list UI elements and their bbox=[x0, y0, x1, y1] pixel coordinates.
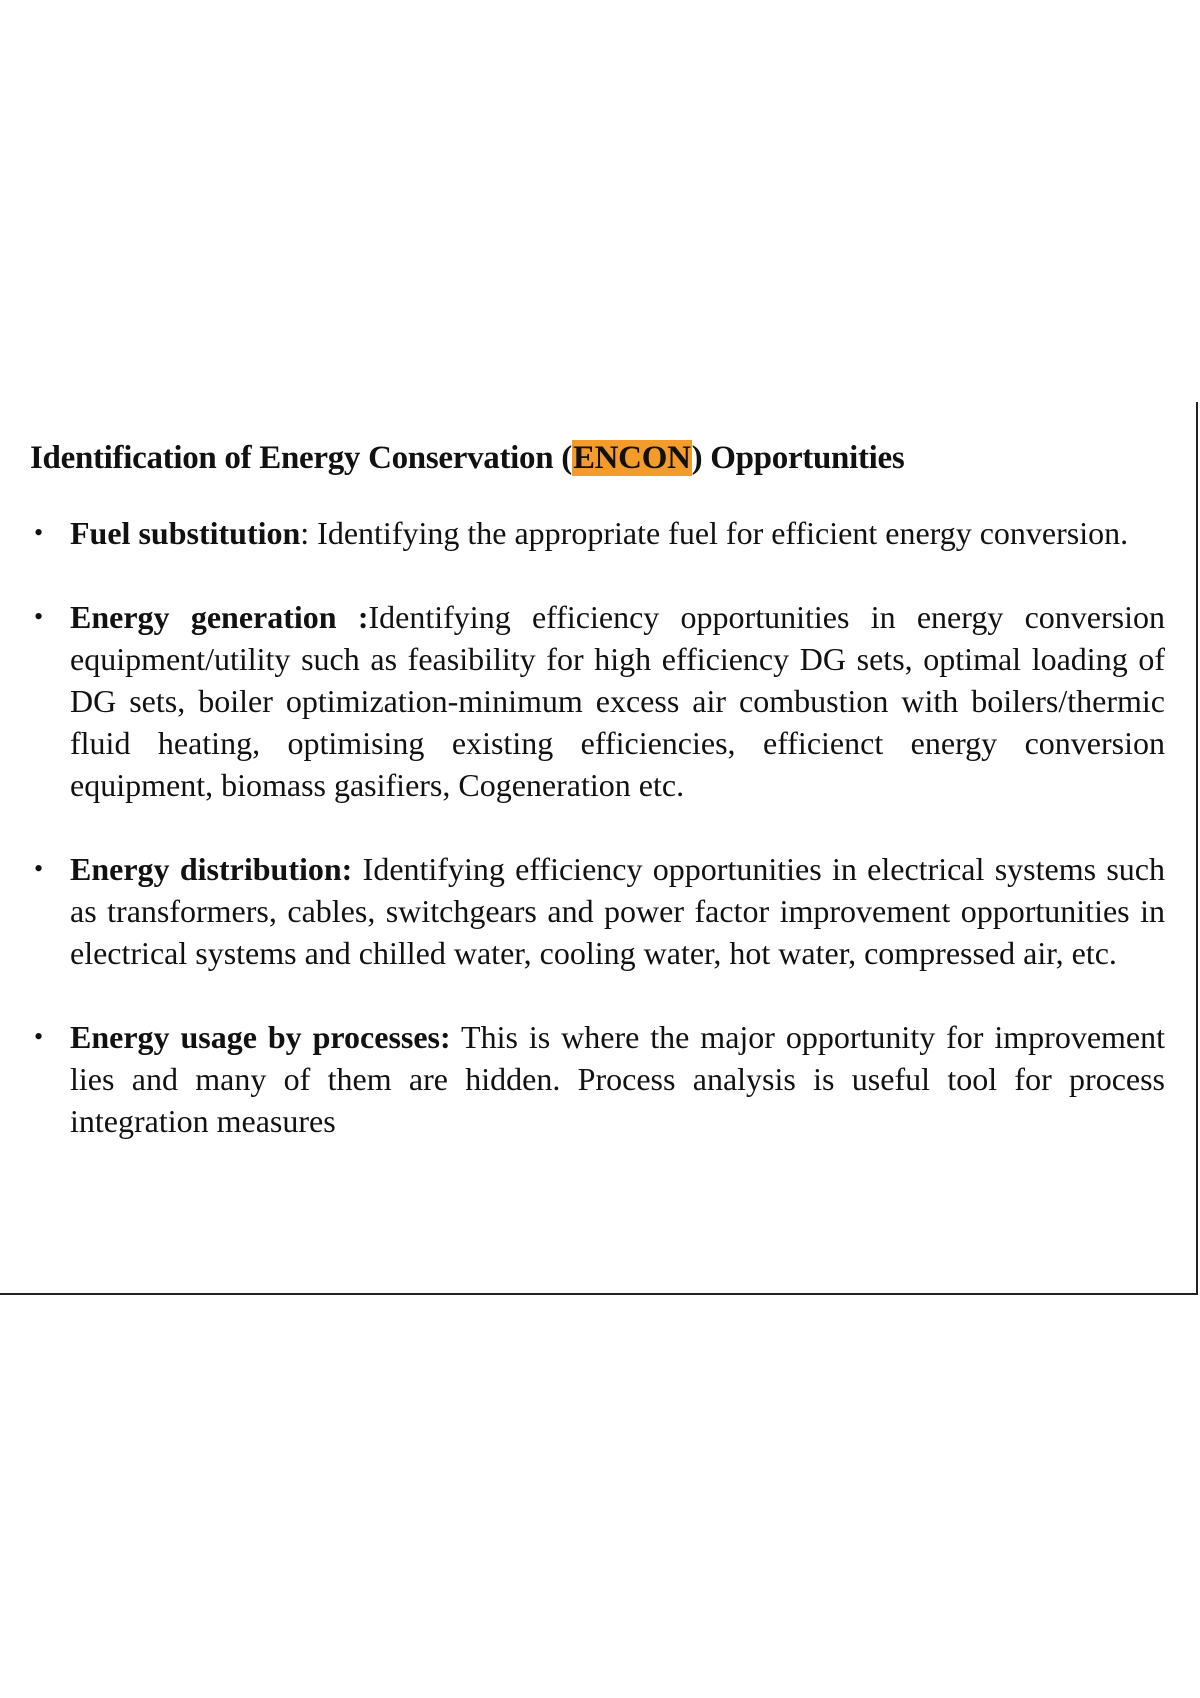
title-prefix: Identification of Energy Conservation ( bbox=[30, 440, 572, 476]
bullet-icon: • bbox=[34, 602, 44, 631]
bullet-icon: • bbox=[34, 854, 44, 883]
bullet-icon: • bbox=[34, 518, 44, 547]
item-text: Identifying efficiency opportunities in energy conversion equipment/utility such as feasibility for high efficiency DG sets, optimal loading of DG sets, boiler optimization-minimum excess air combustion with boilers/thermic fluid heating, optimising existing efficiencies, efficienct energy conversion equipment, biomass gasifiers, Cogeneration etc. bbox=[70, 599, 1166, 803]
opportunity-list bbox=[30, 512, 1165, 1184]
item-term: Energy generation : bbox=[70, 599, 369, 635]
list-item-energy-usage bbox=[30, 1016, 1165, 1142]
item-text: This is where the major opportunity for improvement lies and many of them are hidden. Process analysis is useful tool for process integration measures bbox=[70, 1019, 1166, 1139]
page-title bbox=[30, 440, 904, 477]
list-item-energy-generation bbox=[30, 596, 1165, 806]
title-highlight-encon: ENCON bbox=[572, 440, 691, 476]
list-item-energy-distribution bbox=[30, 848, 1165, 974]
bullet-icon: • bbox=[34, 1022, 44, 1051]
item-term: Energy usage by processes: bbox=[70, 1019, 451, 1055]
item-separator: : bbox=[300, 515, 318, 551]
item-text: Identifying efficiency opportunities in electrical systems such as transformers, cables, switchgears and power factor improvement opportunities in electrical systems and chilled water, cooling water, hot water, compressed air, etc. bbox=[70, 851, 1166, 971]
item-separator bbox=[352, 851, 362, 887]
item-separator bbox=[451, 1019, 461, 1055]
title-suffix: ) Opportunities bbox=[691, 440, 905, 476]
item-term: Fuel substitution bbox=[70, 515, 301, 551]
item-text: Identifying the appropriate fuel for efficient energy conversion. bbox=[317, 515, 1129, 551]
item-term: Energy distribution: bbox=[70, 851, 353, 887]
list-item-fuel-substitution bbox=[30, 512, 1165, 554]
